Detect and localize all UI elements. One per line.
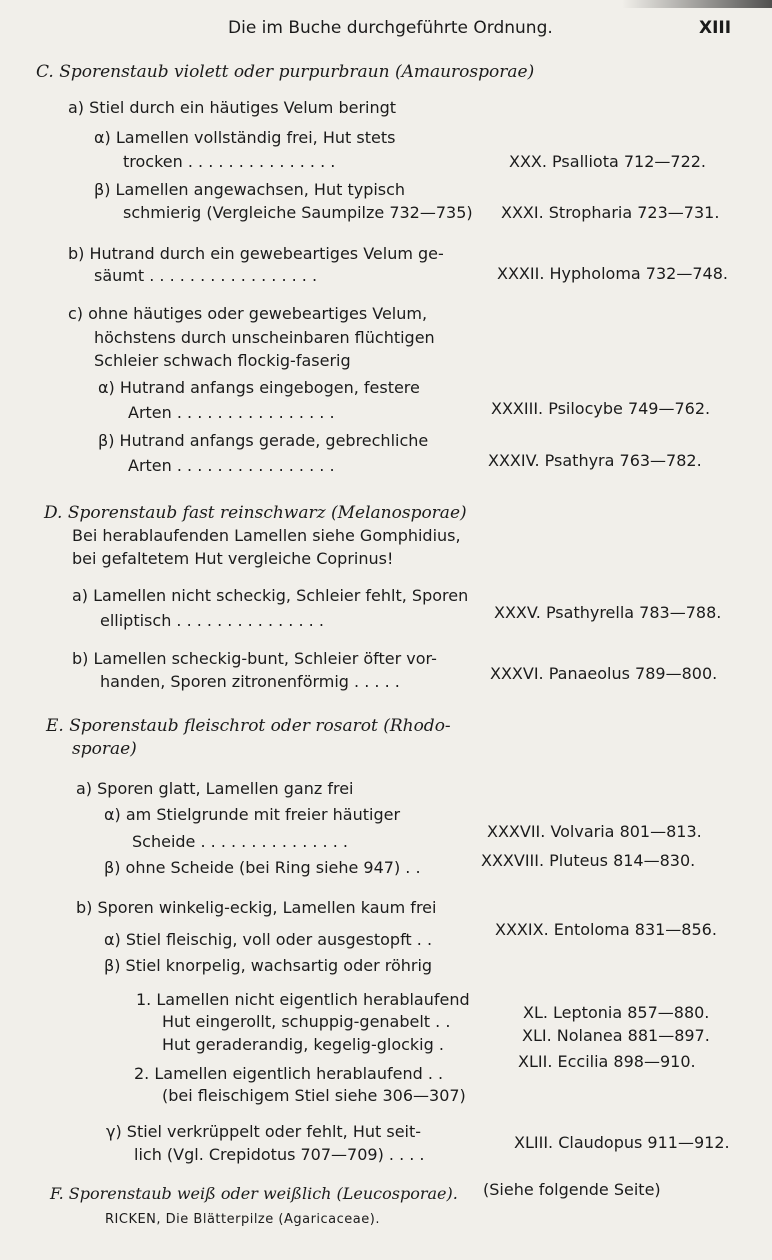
section-d-title: D. Sporenstaub fast reinschwarz (Melanosporae): [44, 503, 467, 523]
section-d-note1: Bei herablaufenden Lamellen siehe Gomphidius,: [72, 526, 461, 545]
section-d-b-ref: XXXVI. Panaeolus 789—800.: [490, 664, 718, 683]
section-e-b-beta-1-line2-ref: XL. Leptonia 857—880.: [523, 1003, 710, 1022]
section-c-a-beta-ref: XXXI. Stropharia 723—731.: [501, 203, 720, 222]
section-c-title: C. Sporenstaub violett oder purpurbraun (Amaurosporae): [36, 62, 535, 82]
section-e-title-line1: E. Sporenstaub fleischrot oder rosarot (Rhodo-: [46, 716, 451, 736]
section-d-note2: bei gefaltetem Hut vergleiche Coprinus!: [72, 549, 394, 568]
section-e-a-alpha-line2: Scheide . . . . . . . . . . . . . . .: [132, 832, 348, 851]
section-e-b-alpha-line: α) Stiel fleischig, voll oder ausgestopft . .: [104, 930, 433, 949]
section-d-a-line2: elliptisch . . . . . . . . . . . . . . .: [100, 611, 324, 630]
section-e-b-beta-1-line2: Hut eingerollt, schuppig-genabelt . .: [162, 1012, 451, 1031]
section-c-a-alpha-line2: trocken . . . . . . . . . . . . . . .: [123, 152, 336, 171]
section-c-c-beta-line1: β) Hutrand anfangs gerade, gebrechliche: [98, 431, 429, 450]
section-c-c-alpha-ref: XXXIII. Psilocybe 749—762.: [491, 399, 711, 418]
section-c-a-alpha-ref: XXX. Psalliota 712—722.: [509, 152, 707, 171]
section-d-b-line2: handen, Sporen zitronenförmig . . . . .: [100, 672, 400, 691]
section-e-a-line: a) Sporen glatt, Lamellen ganz frei: [76, 779, 354, 798]
section-e-b-beta-2-line1-ref: XLII. Eccilia 898—910.: [518, 1052, 696, 1071]
section-c-c-line2: höchstens durch unscheinbaren flüchtigen: [94, 328, 435, 347]
footer-credit: RICKEN, Die Blätterpilze (Agaricaceae).: [105, 1212, 380, 1227]
section-e-a-beta-line: β) ohne Scheide (bei Ring siehe 947) . .: [104, 858, 421, 877]
section-d-b-line1: b) Lamellen scheckig-bunt, Schleier öfter vor-: [72, 649, 437, 668]
section-e-b-gamma-line1: γ) Stiel verkrüppelt oder fehlt, Hut seit-: [106, 1122, 422, 1141]
section-c-a: a) Stiel durch ein häutiges Velum beringt: [68, 98, 397, 117]
section-e-b-gamma-ref: XLIII. Claudopus 911—912.: [514, 1133, 730, 1152]
page-number: XIII: [699, 18, 732, 38]
section-c-b-line1: b) Hutrand durch ein gewebeartiges Velum ge-: [68, 244, 444, 263]
section-d-a-ref: XXXV. Psathyrella 783—788.: [494, 603, 722, 622]
section-c-c-line1: c) ohne häutiges oder gewebeartiges Velum,: [68, 304, 428, 323]
section-e-b-alpha-ref: XXXIX. Entoloma 831—856.: [495, 920, 717, 939]
section-f-ref: (Siehe folgende Seite): [483, 1180, 661, 1199]
section-c-a-beta-line1: β) Lamellen angewachsen, Hut typisch: [94, 180, 406, 199]
section-f-title: F. Sporenstaub weiß oder weißlich (Leucosporae).: [50, 1184, 458, 1203]
section-c-a-beta-line2: schmierig (Vergleiche Saumpilze 732—735): [123, 203, 473, 222]
section-e-b-gamma-line2: lich (Vgl. Crepidotus 707—709) . . . .: [134, 1145, 425, 1164]
section-c-c-alpha-line1: α) Hutrand anfangs eingebogen, festere: [98, 378, 420, 397]
section-e-a-alpha-ref: XXXVII. Volvaria 801—813.: [487, 822, 702, 841]
section-e-b-beta-2-line2: (bei fleischigem Stiel siehe 306—307): [162, 1086, 466, 1105]
section-d-a-line1: a) Lamellen nicht scheckig, Schleier fehlt, Sporen: [72, 586, 469, 605]
section-c-c-line3: Schleier schwach flockig-faserig: [94, 351, 351, 370]
section-c-b-ref: XXXII. Hypholoma 732—748.: [497, 264, 728, 283]
section-c-c-beta-line2: Arten . . . . . . . . . . . . . . . .: [128, 456, 335, 475]
section-c-c-alpha-line2: Arten . . . . . . . . . . . . . . . .: [128, 403, 335, 422]
section-c-a-alpha-line1: α) Lamellen vollständig frei, Hut stets: [94, 128, 396, 147]
section-e-b-beta-2-line1: 2. Lamellen eigentlich herablaufend . .: [134, 1064, 444, 1083]
running-header: Die im Buche durchgeführte Ordnung.: [228, 18, 553, 38]
section-e-title-line2: sporae): [72, 739, 137, 759]
section-e-a-beta-ref: XXXVIII. Pluteus 814—830.: [481, 851, 696, 870]
section-e-b-beta-1-line3-ref: XLI. Nolanea 881—897.: [522, 1026, 710, 1045]
section-e-b-line: b) Sporen winkelig-eckig, Lamellen kaum frei: [76, 898, 437, 917]
section-e-b-beta-1-line3: Hut geraderandig, kegelig-glockig .: [162, 1035, 444, 1054]
page-edge-shadow: [622, 0, 772, 8]
section-e-b-beta-1-line1: 1. Lamellen nicht eigentlich herablaufend: [136, 990, 470, 1009]
section-e-a-alpha-line1: α) am Stielgrunde mit freier häutiger: [104, 805, 401, 824]
section-c-b-line2: säumt . . . . . . . . . . . . . . . . .: [94, 266, 318, 285]
section-e-b-beta-line: β) Stiel knorpelig, wachsartig oder röhrig: [104, 956, 433, 975]
section-c-c-beta-ref: XXXIV. Psathyra 763—782.: [488, 451, 702, 470]
